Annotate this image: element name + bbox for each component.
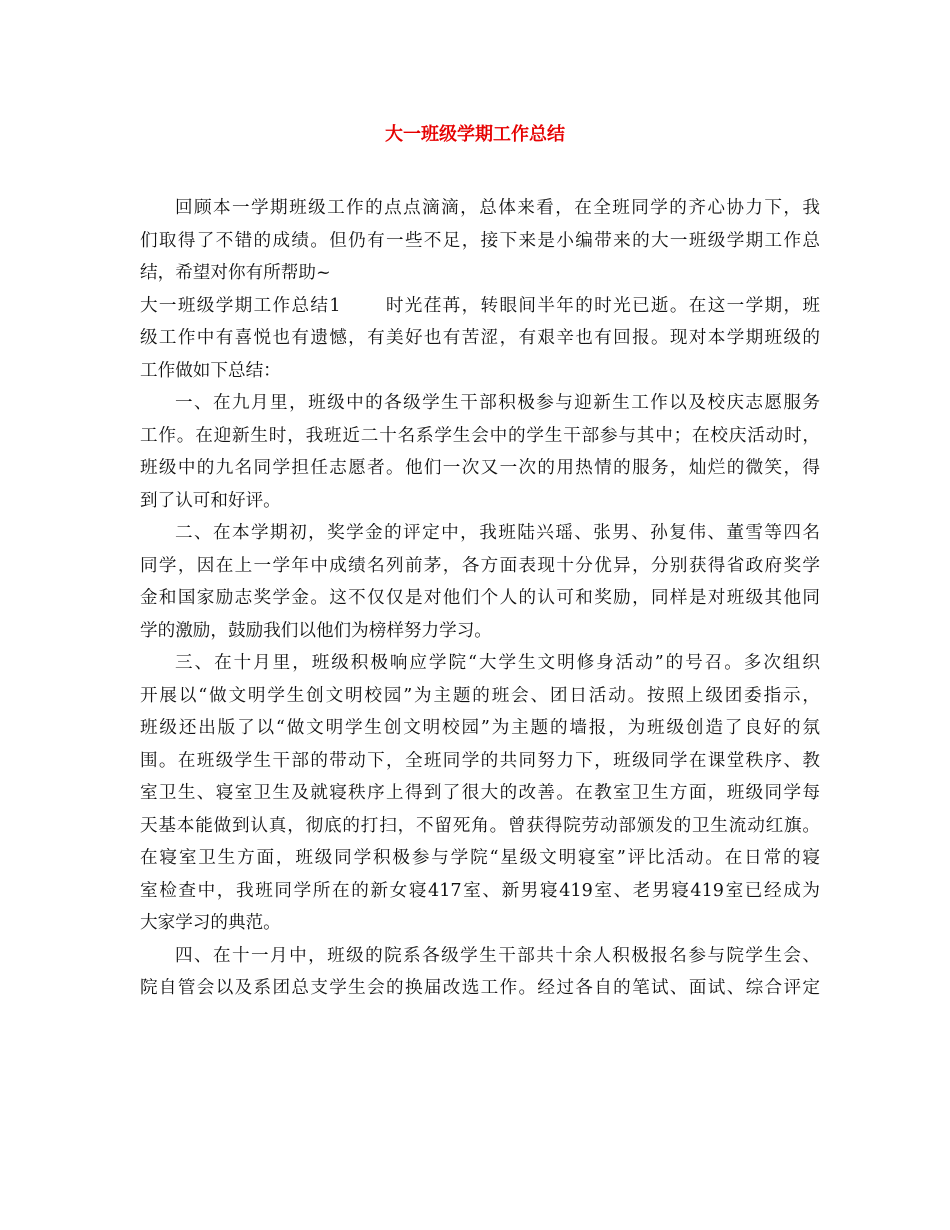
text-line: 同学，因在上一学年中成绩名列前茅，各方面表现十分优异，分别获得省政府奖学 [140, 555, 820, 576]
text-line: 在寝室卫生方面，班级同学积极参与学院“星级文明寝室”评比活动。在日常的寝 [140, 848, 820, 868]
text-line: 到了认可和好评。 [140, 490, 281, 511]
text-line: 天基本能做到认真，彻底的打扫，不留死角。曾获得院劳动部颁发的卫生流动红旗。 [140, 815, 820, 836]
text-line: 三、在十月里，班级积极响应学院“大学生文明修身活动”的号召。多次组织 [175, 653, 820, 673]
text-line: 班级还出版了以“做文明学生创文明校园”为主题的墙报，为班级创造了良好的氛 [140, 718, 820, 738]
text-line: 院自管会以及系团总支学生会的换届改选工作。经过各自的笔试、面试、综合评定 [140, 978, 820, 998]
text-line: 二、在本学期初，奖学金的评定中，我班陆兴瑶、张男、孙复伟、董雪等四名 [175, 523, 820, 543]
text-line: 一、在九月里，班级中的各级学生干部积极参与迎新生工作以及校庆志愿服务 [175, 393, 820, 413]
text-line: 大家学习的典范。 [140, 913, 281, 933]
text-line: 金和国家励志奖学金。这不仅仅是对他们个人的认可和奖励，同样是对班级其他同 [140, 588, 820, 608]
text-line: 级工作中有喜悦也有遗憾，有美好也有苦涩，有艰辛也有回报。现对本学期班级的 [140, 328, 820, 348]
text-line: 学的激励，鼓励我们以他们为榜样努力学习。 [140, 620, 492, 641]
text-line: 工作做如下总结： [140, 360, 281, 381]
text-line: 回顾本一学期班级工作的点点滴滴，总体来看，在全班同学的齐心协力下，我 [175, 198, 820, 218]
text-line: 工作。在迎新生时，我班近二十名系学生会中的学生干部参与其中；在校庆活动时， [140, 425, 820, 446]
document-title: 大一班级学期工作总结 [385, 124, 565, 145]
text-line: 开展以“做文明学生创文明校园”为主题的班会、团日活动。按照上级团委指示， [140, 685, 820, 706]
text-line: 班级中的九名同学担任志愿者。他们一次又一次的用热情的服务，灿烂的微笑，得 [140, 458, 820, 478]
document-body [140, 192, 820, 1005]
text-line: 时光荏苒，转眼间半年的时光已逝。在这一学期，班 [384, 295, 820, 316]
text-line: 们取得了不错的成绩。但仍有一些不足，接下来是小编带来的大一班级学期工作总 [140, 230, 820, 251]
text-line: 室检查中，我班同学所在的新女寝417室、新男寝419室、老男寝419室已经成为 [140, 880, 820, 901]
section-heading: 大一班级学期工作总结1 [140, 295, 341, 316]
section-heading-line [140, 290, 820, 323]
text-line: 结，希望对你有所帮助~ [140, 263, 331, 283]
text-line: 四、在十一月中，班级的院系各级学生干部共十余人积极报名参与院学生会、 [175, 945, 820, 966]
text-line: 围。在班级学生干部的带动下，全班同学的共同努力下，班级同学在课堂秩序、教 [140, 750, 820, 771]
text-line: 室卫生、寝室卫生及就寝秩序上得到了很大的改善。在教室卫生方面，班级同学每 [140, 783, 820, 803]
